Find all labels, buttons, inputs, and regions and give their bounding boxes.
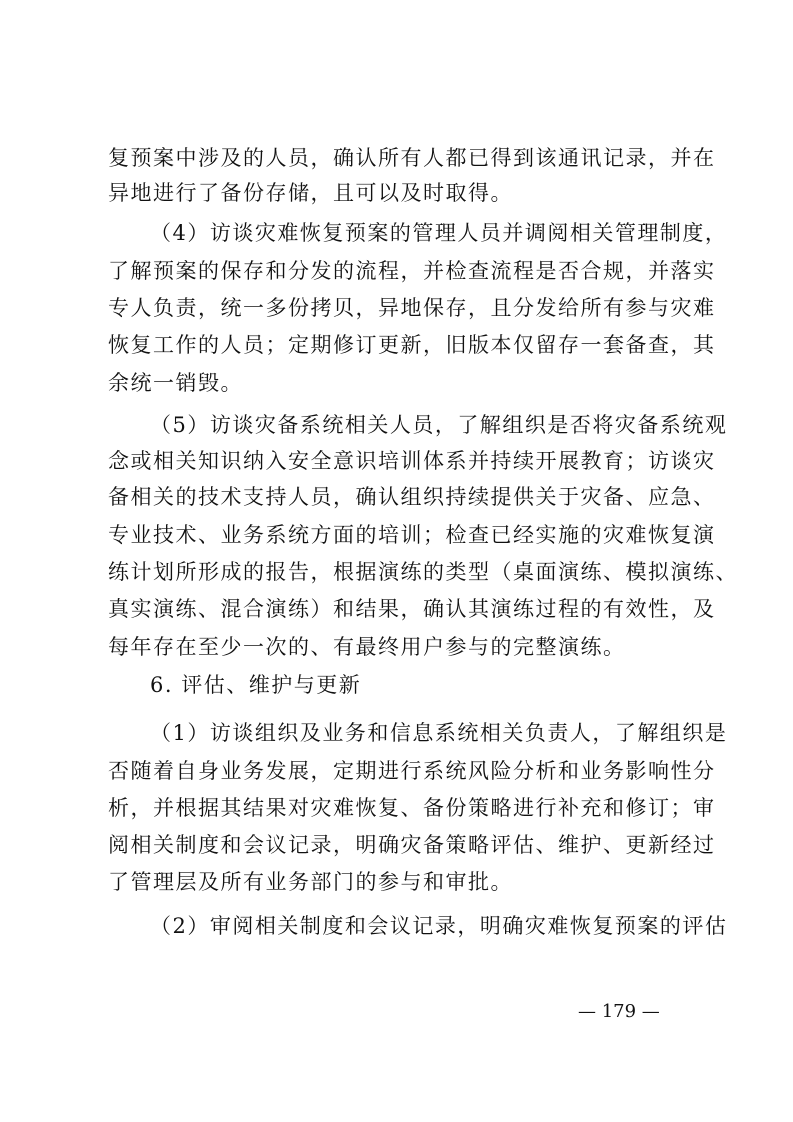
text-line: 了管理层及所有业务部门的参与和审批。 [108, 870, 513, 894]
text-line: 专人负责，统一多份拷贝，异地保存，且分发给所有参与灾难 [108, 296, 716, 320]
text-line: 恢复工作的人员；定期修订更新，旧版本仅留存一套备查，其 [108, 333, 716, 357]
text-line: 异地进行了备份存储，且可以及时取得。 [108, 181, 513, 205]
text-line: 阅相关制度和会议记录，明确灾备策略评估、维护、更新经过 [108, 833, 716, 857]
text-line: 了解预案的保存和分发的流程，并检查流程是否合规，并落实 [108, 259, 716, 283]
text-line: 每年存在至少一次的、有最终用户参与的完整演练。 [108, 635, 626, 659]
paragraph-1-heading: （1）访谈组织及业务和信息系统相关负责人，了解组织是 [150, 721, 728, 745]
paragraph-2-heading: （2）审阅相关制度和会议记录，明确灾难恢复预案的评估 [150, 914, 728, 938]
text-line: 备相关的技术支持人员，确认组织持续提供关于灾备、应急、 [108, 485, 716, 509]
text-line: 念或相关知识纳入安全意识培训体系并持续开展教育；访谈灾 [108, 449, 716, 473]
paragraph-5-heading: （5）访谈灾备系统相关人员，了解组织是否将灾备系统观 [150, 413, 728, 437]
text-line: 真实演练、混合演练）和结果，确认其演练过程的有效性，及 [108, 597, 716, 621]
page-number: — 179 — [578, 1001, 660, 1022]
paragraph-4-heading: （4）访谈灾难恢复预案的管理人员并调阅相关管理制度， [150, 221, 728, 245]
text-line: 专业技术、业务系统方面的培训；检查已经实施的灾难恢复演 [108, 523, 716, 547]
section-heading: 6. 评估、维护与更新 [150, 673, 362, 697]
text-line: 练计划所形成的报告，根据演练的类型（桌面演练、模拟演练、 [108, 560, 738, 584]
text-line: 复预案中涉及的人员，确认所有人都已得到该通讯记录，并在 [108, 146, 716, 170]
text-line: 析，并根据其结果对灾难恢复、备份策略进行补充和修订；审 [108, 796, 716, 820]
text-line: 否随着自身业务发展，定期进行系统风险分析和业务影响性分 [108, 759, 716, 783]
text-line: 余统一销毁。 [108, 371, 243, 395]
